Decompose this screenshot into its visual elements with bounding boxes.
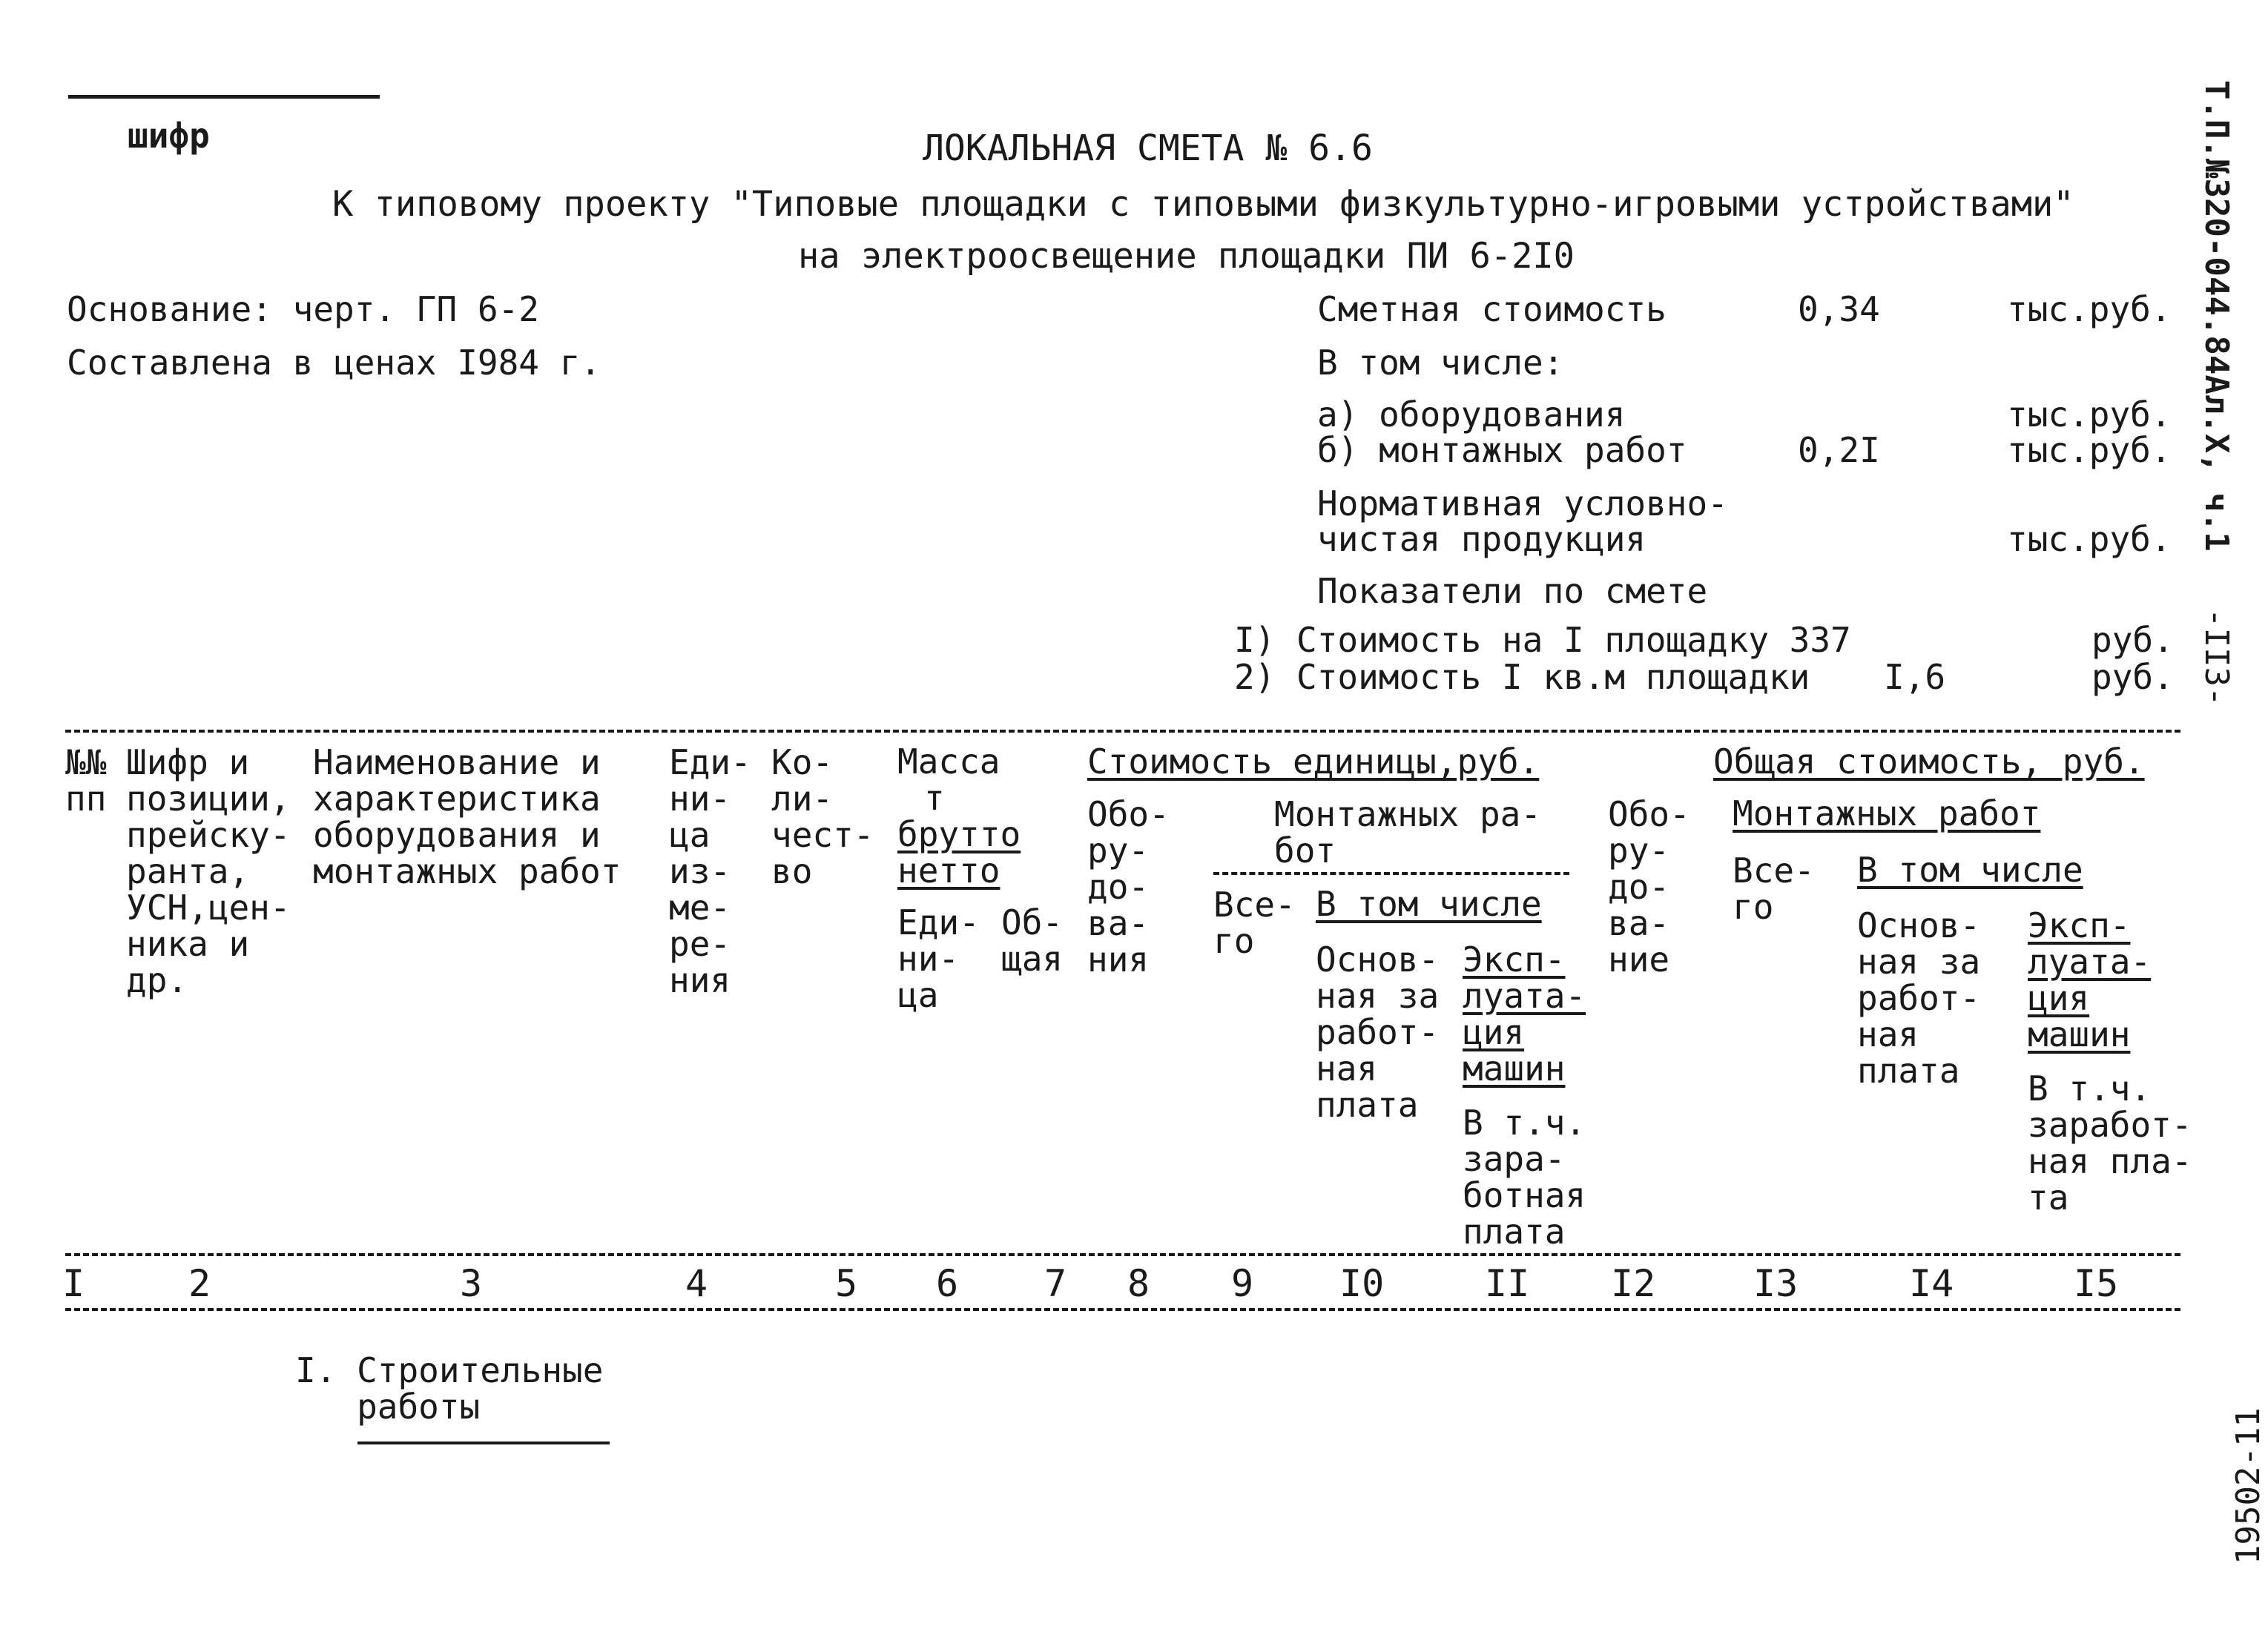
column-number: I2	[1611, 1262, 1656, 1305]
column-number: 7	[1044, 1262, 1067, 1305]
top-left-rule	[68, 95, 380, 99]
col-14-header: Основ- ная за работ- ная плата	[1857, 905, 1981, 1091]
mass-netto: нетто	[897, 851, 1001, 891]
unit-cost-header: Стоимость единицы,руб.	[1087, 742, 1540, 782]
including-label: В том числе:	[1317, 343, 1564, 383]
indicator-2-value: I,6	[1884, 657, 1946, 697]
cost-label: Сметная стоимость	[1317, 289, 1667, 329]
col-8-header: Обо- ру- до- ва- ния	[1087, 794, 1170, 980]
column-number: II	[1485, 1262, 1530, 1305]
page-number: -II3-	[2198, 608, 2235, 707]
col-11-header-a: Эксп- луата- ция машин	[1463, 939, 1586, 1089]
indicators-label: Показатели по смете	[1317, 571, 1708, 611]
installation-unit: тыс.руб.	[2007, 430, 2172, 470]
basis-text: Основание: черт. ГП 6-2	[67, 289, 539, 329]
normative-label-1: Нормативная условно-	[1317, 483, 1728, 524]
section-title-underline	[357, 1441, 610, 1444]
column-number: 8	[1127, 1262, 1150, 1305]
total-including-header: В том числе	[1857, 850, 2083, 890]
unit-installation-header: Монтажных ра- бот	[1274, 794, 1542, 871]
column-number: 6	[936, 1262, 959, 1305]
indicator-2-number: 2)	[1234, 657, 1276, 697]
unit-installation-rule	[1213, 872, 1569, 875]
column-number: 9	[1231, 1262, 1254, 1305]
installation-value: 0,2I	[1798, 430, 1880, 470]
mass-header: Масса	[897, 742, 1001, 782]
col-9-header: Все- го	[1213, 885, 1296, 961]
column-number: I5	[2074, 1262, 2119, 1305]
column-number: I0	[1339, 1262, 1385, 1305]
project-subtitle-2: на электроосвещение площадки ПИ 6-2I0	[798, 236, 1575, 277]
column-number: 2	[188, 1262, 211, 1305]
col-15-header-b: В т.ч. заработ- ная пла- та	[2028, 1069, 2192, 1218]
col-15-header-a: Эксп- луата- ция машин	[2028, 905, 2152, 1054]
project-subtitle: К типовому проекту "Типовые площадки с типовыми физкультурно-игровыми устройствами"	[332, 184, 2074, 225]
prices-text: Составлена в ценах I984 г.	[67, 343, 601, 383]
col-6-header: Еди- ни- ца	[897, 902, 980, 1015]
column-number: 5	[835, 1262, 858, 1305]
indicator-2-unit: руб.	[2091, 657, 2174, 697]
cost-value: 0,34	[1798, 289, 1880, 329]
col-12-header: Обо- ру- до- ва- ние	[1608, 794, 1690, 980]
col-3-header: Наименование и характеристика оборудования и монтажных работ	[313, 742, 622, 891]
col-13-header: Все- го	[1733, 851, 1815, 927]
col-2-header: Шифр и позиции, прейску- ранта, УСН,цен- ника и др.	[126, 742, 291, 1000]
column-numbers-bottom-rule	[65, 1308, 2180, 1311]
col-5-header: Ко- ли- чест- во	[771, 742, 874, 891]
document-reference: Т.П.№320-044.84Ал.Х, ч.1	[2198, 80, 2235, 552]
column-number: I	[62, 1262, 85, 1305]
inventory-number: 19502-11	[2229, 1407, 2267, 1565]
total-installation-header: Монтажных работ	[1733, 793, 2041, 833]
mass-unit: т	[924, 778, 945, 818]
indicator-1-unit: руб.	[2091, 620, 2174, 660]
col-4-header: Еди- ни- ца из- ме- ре- ния	[669, 742, 751, 1000]
table-top-rule	[65, 730, 2180, 733]
column-number: I3	[1753, 1262, 1799, 1305]
cost-unit: тыс.руб.	[2007, 289, 2172, 329]
normative-unit: тыс.руб.	[2007, 519, 2172, 559]
equipment-label: а) оборудования	[1317, 394, 1626, 435]
indicator-1-label: Стоимость на I площадку 337	[1296, 620, 1851, 660]
unit-including-header: В том числе	[1316, 884, 1542, 924]
col-7-header: Об- щая	[1001, 902, 1064, 979]
mass-brutto: брутто	[897, 814, 1021, 854]
total-cost-header: Общая стоимость, руб.	[1713, 742, 2145, 782]
normative-label-2: чистая продукция	[1317, 519, 1646, 559]
cipher-label: шифр	[128, 116, 210, 156]
page-title: ЛОКАЛЬНАЯ СМЕТА № 6.6	[923, 128, 1373, 169]
equipment-unit: тыс.руб.	[2007, 394, 2172, 435]
col-10-header: Основ- ная за работ- ная плата	[1316, 939, 1440, 1125]
section-title: I. Строительные работы	[295, 1350, 604, 1427]
column-number: 3	[460, 1262, 483, 1305]
indicator-2-label: Стоимость I кв.м площадки	[1296, 657, 1810, 697]
col-11-header-b: В т.ч. зара- ботная плата	[1463, 1103, 1586, 1252]
indicator-1-number: I)	[1234, 620, 1276, 660]
col-1-header: №№ пп	[65, 742, 107, 819]
column-number: I4	[1909, 1262, 1954, 1305]
installation-label: б) монтажных работ	[1317, 430, 1687, 470]
column-numbers-top-rule	[65, 1253, 2180, 1256]
column-number: 4	[685, 1262, 708, 1305]
